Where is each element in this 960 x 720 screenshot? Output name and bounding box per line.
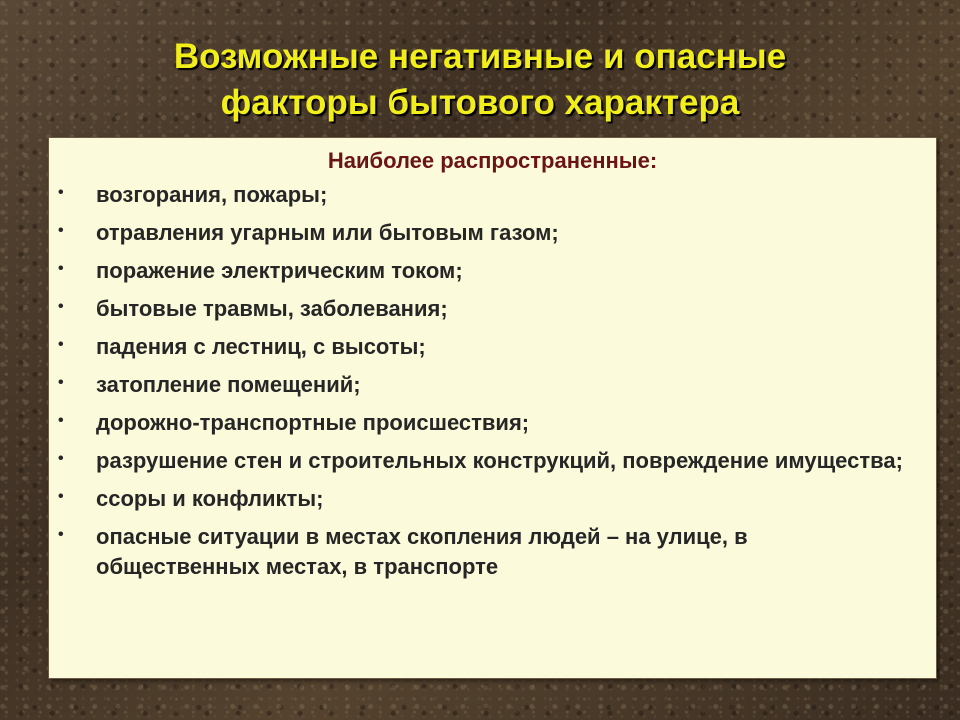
bullet-icon: •	[58, 412, 64, 429]
bullet-icon: •	[58, 298, 64, 315]
bullet-icon: •	[58, 222, 64, 239]
list-item	[49, 180, 936, 210]
content-panel	[48, 137, 937, 679]
slide-title	[70, 34, 890, 126]
list-item	[49, 294, 936, 324]
list-item-text: ссоры и конфликты;	[96, 486, 324, 511]
bullet-icon: •	[58, 184, 64, 201]
bullet-icon: •	[58, 374, 64, 391]
list-item	[49, 256, 936, 286]
bullet-icon: •	[58, 488, 64, 505]
list-item-text: отравления угарным или бытовым газом;	[96, 220, 559, 245]
list-item-text: бытовые травмы, заболевания;	[96, 296, 448, 321]
list-item-text: падения с лестниц, с высоты;	[96, 334, 426, 359]
list-item-text: возгорания, пожары;	[96, 182, 328, 207]
bullet-icon: •	[58, 336, 64, 353]
list-item-text: опасные ситуации в местах скопления людей – на улице, в общественных местах, в транспорте	[96, 524, 748, 579]
slide-title-line-2: факторы бытового характера	[220, 83, 740, 122]
list-item-text: поражение электрическим током;	[96, 258, 463, 283]
list-item	[49, 522, 936, 582]
list-subtitle: Наиболее распространенные:	[327, 148, 658, 173]
list-item	[49, 370, 936, 400]
bullet-icon: •	[58, 260, 64, 277]
list-item	[49, 218, 936, 248]
list-item-text: затопление помещений;	[96, 372, 361, 397]
list-item	[49, 408, 936, 438]
list-item	[49, 446, 936, 476]
list-item-text: дорожно-транспортные происшествия;	[96, 410, 530, 435]
list-item-text: разрушение стен и строительных конструкций, повреждение имущества;	[96, 448, 903, 473]
slide-title-line-1: Возможные негативные и опасные	[173, 37, 787, 76]
list-item	[49, 332, 936, 362]
list-item	[49, 484, 936, 514]
bullet-icon: •	[58, 526, 64, 543]
hazard-list	[49, 180, 936, 590]
bullet-icon: •	[58, 450, 64, 467]
